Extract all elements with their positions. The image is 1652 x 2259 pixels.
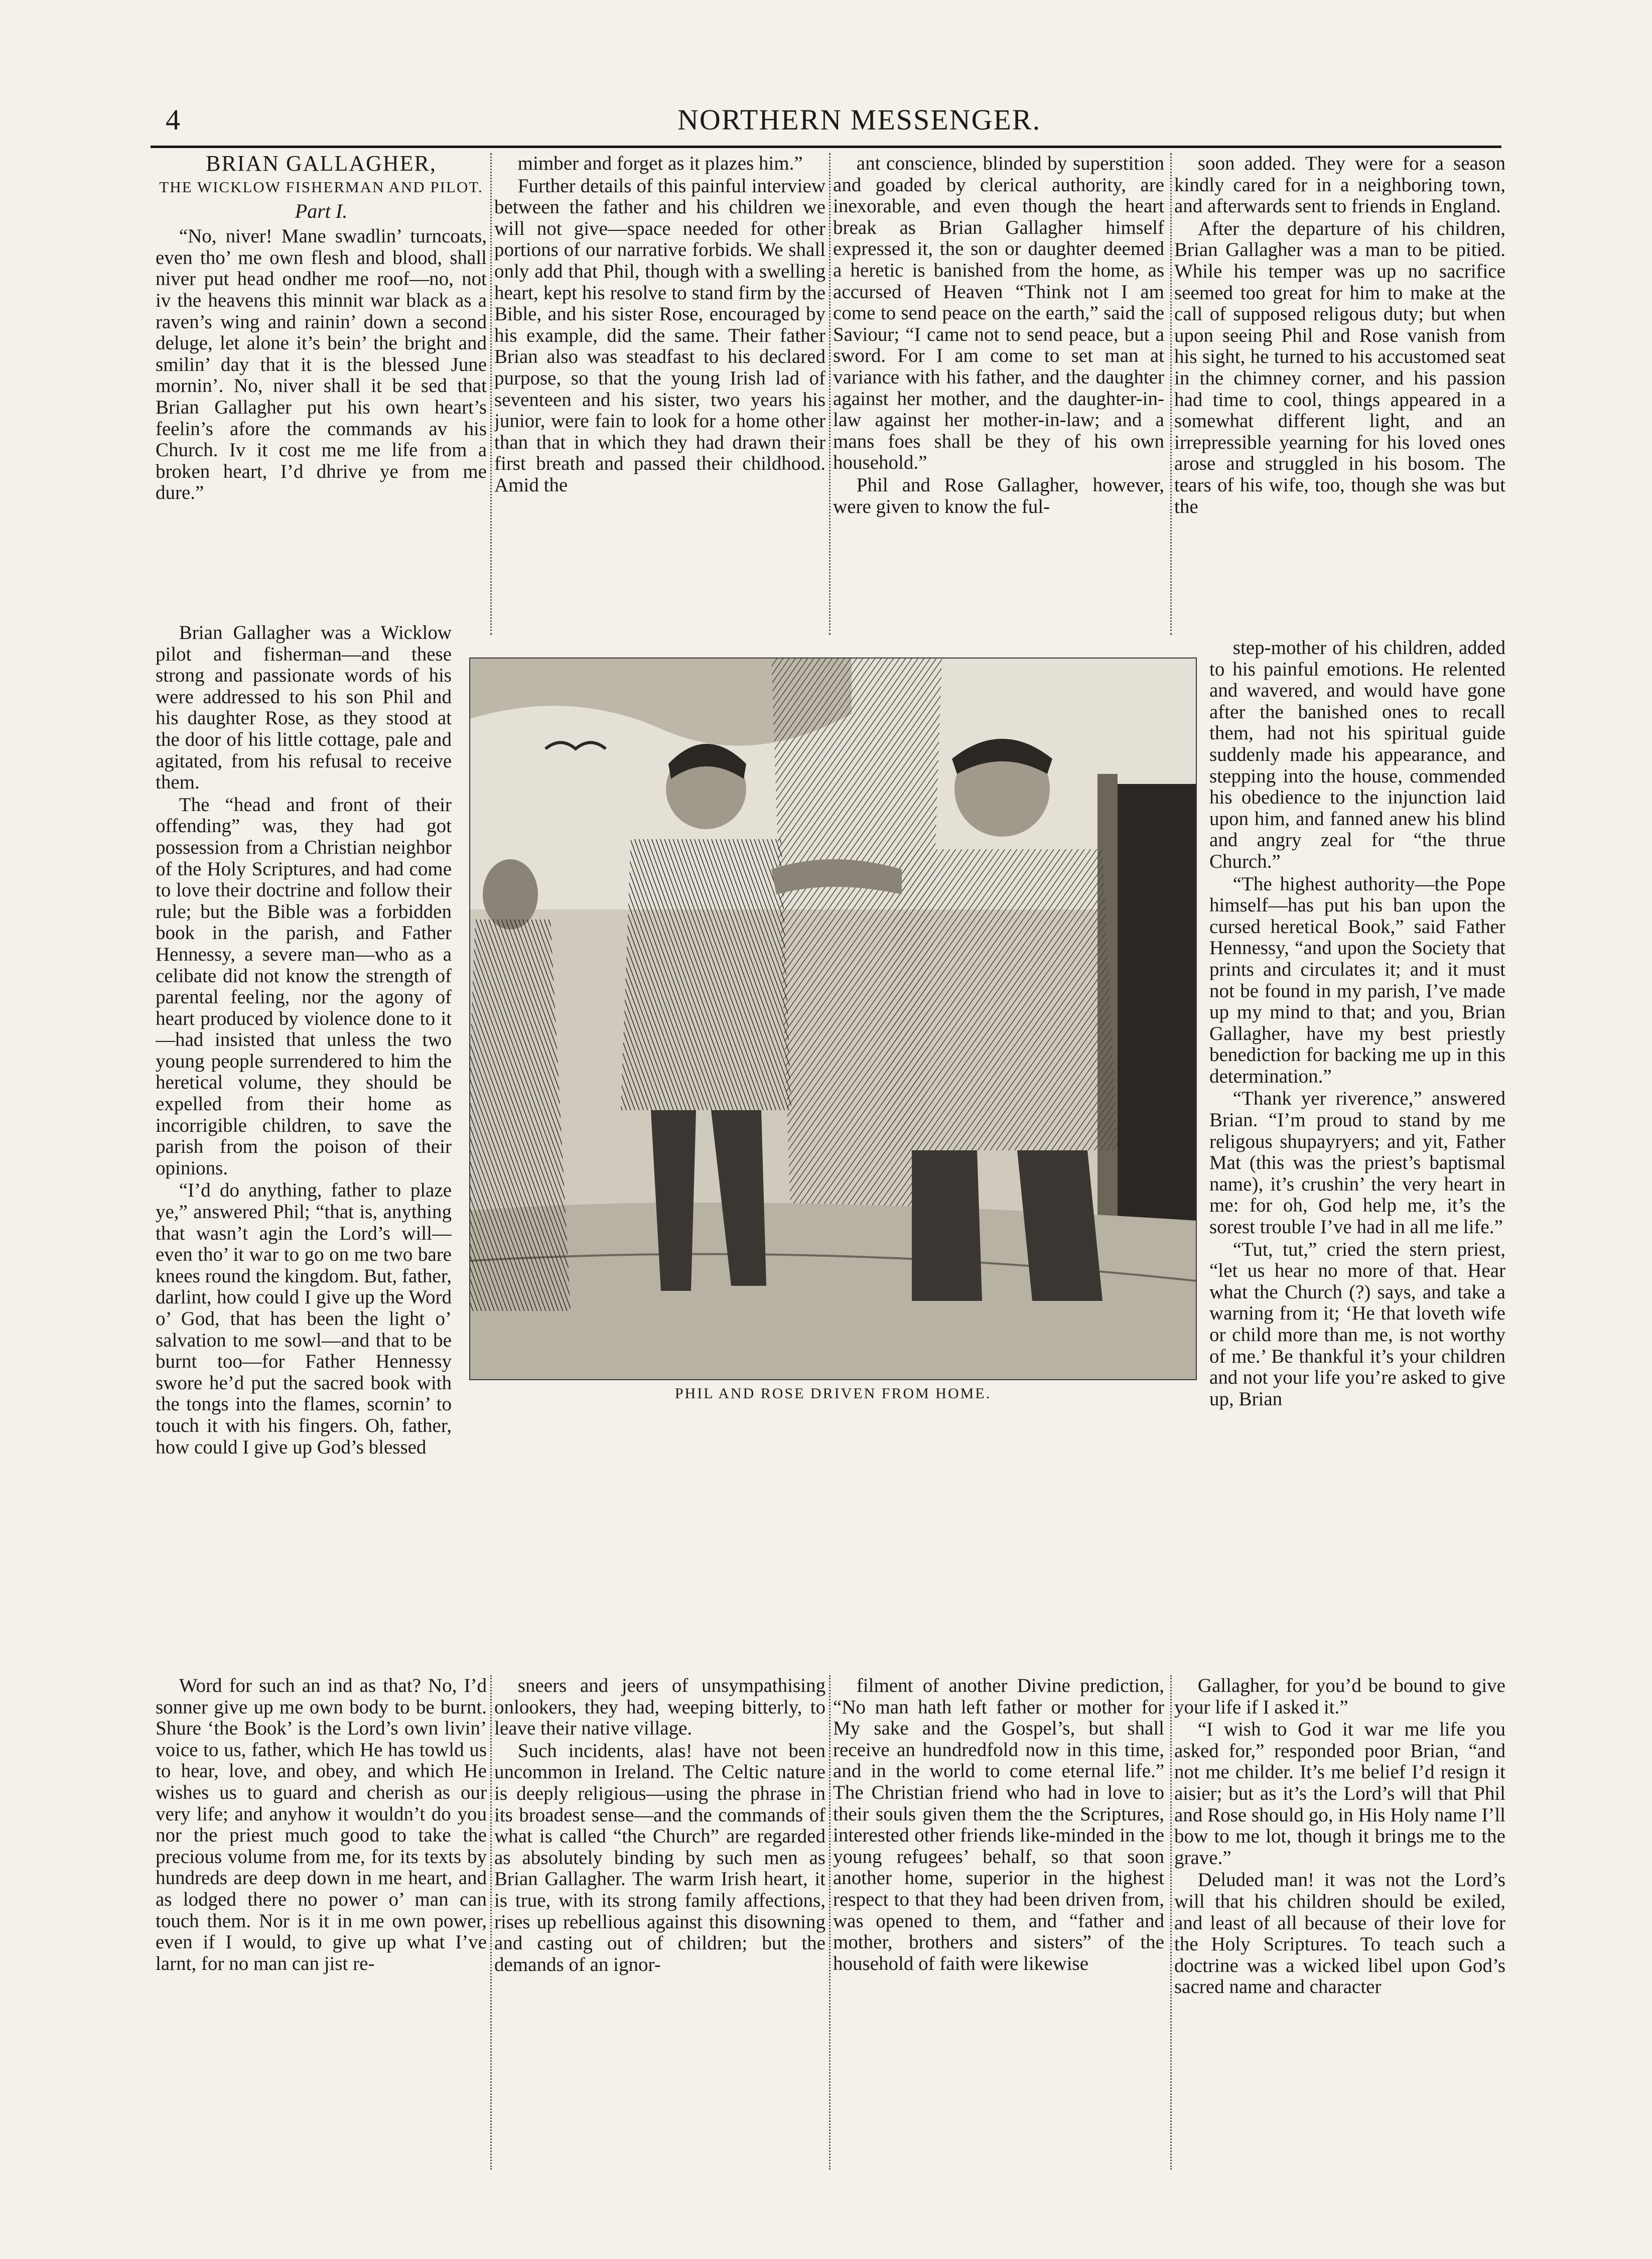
- masthead-title: NORTHERN MESSENGER.: [677, 103, 1041, 136]
- paragraph: soon added. They were for a season kindly cared for in a neighboring town, and afterwards sent to friends in England.: [1174, 153, 1505, 217]
- paragraph: Word for such an ind as that? No, I’d sonner give up me own body to be burnt. Shure ‘the Book’ is the Lord’s own livin’ voice to us, father, which He has towld us to hear, love, and obey, and which He wishes us to guard and cherish as our very life; and anyhow it wouldn’t do you nor the priest much good to take the precious volume from me, for its texts by hundreds are deep down in me heart, and as lodged there no power o’ man can touch them. Nor is it in me own power, even if I would, to give up what I’ve larnt, for no man can jist re-: [156, 1675, 487, 1974]
- paragraph: Phil and Rose Gallagher, however, were given to know the ful-: [833, 474, 1164, 517]
- illustration-caption: PHIL AND ROSE DRIVEN FROM HOME.: [674, 1385, 992, 1402]
- paragraph: step-mother of his children, added to his painful emotions. He relented and wavered, and would have gone after the banished ones to recall them, had not his spiritual guide suddenly made his appearance, and stepping into the house, commended his obedience to the injunction laid upon him, and fanned anew his blind and angry zeal for “the thrue Church.”: [1209, 637, 1505, 872]
- paragraph: “The highest authority—the Pope himself—has put his ban upon the cursed heretical Book,” said Father Hennessy, “and upon the Society that prints and circulates it; and it must not be found in my parish, I’ve made up my mind to that; and you, Brian Gallagher, have my best priestly benediction for backing me up in this determination.”: [1209, 873, 1505, 1087]
- paragraph: “Thank yer riverence,” answered Brian. “I’m proud to stand by me religous shupayryers; and yit, Father Mat (this was the priest’s baptismal name), it’s crushin’ the very heart in me: for oh, God help me, it’s the sorest trouble I’ve had in all me life.”: [1209, 1088, 1505, 1238]
- column-4-narrow: [1209, 637, 1505, 1671]
- page-number: 4: [166, 103, 180, 136]
- paragraph: “I wish to God it war me life you asked for,” responded poor Brian, “and not me childer. It’s me belief I’d resign it aisier; but as it’s the Lord’s will that Phil and Rose should go, in His Holy name I’ll bow to me lot, though it brings me to the grave.”: [1174, 1718, 1505, 1869]
- paragraph: The “head and front of their offending” was, they had got possession from a Christian neighbor of the Holy Scriptures, and had come to love their doctrine and follow their rule; but the Bible was a forbidden book in the parish, and Father Hennessy, a severe man—who as a celibate did not know the strength of parental feeling, nor the agony of heart produced by violence done to it—had insisted that unless the two young people surrendered to him the heretical volume, they should be expelled from their home as incorrigible children, to save the parish from the poison of their opinions.: [156, 793, 452, 1179]
- column-1-bottom: [156, 1675, 487, 2170]
- header-rule: [151, 146, 1501, 148]
- article-title: BRIAN GALLAGHER,: [206, 153, 437, 176]
- column-separator: [829, 153, 831, 635]
- column-1-narrow: [156, 622, 452, 1666]
- article-subtitle: THE WICKLOW FISHERMAN AND PILOT.: [159, 178, 483, 196]
- engraving-illustration: [469, 657, 1197, 1380]
- paragraph: Deluded man! it was not the Lord’s will that his children should be exiled, and least of all because of their love for the Holy Scriptures. To teach such a doctrine was a wicked libel upon God’s sacred name and character: [1174, 1869, 1505, 1998]
- paragraph: filment of another Divine prediction, “No man hath left father or mother for My sake and the Gospel’s, but shall receive an hundredfold now in this time, and in the world to come eternal life.” The Christian friend who had in love to their souls given them the the Scriptures, interested other friends like-minded in the young refugees’ behalf, so that soon another home, superior in the highest respect to that they had been driven from, was opened to them, and “father and mother, brothers and sisters” of the household of faith were likewise: [833, 1675, 1164, 1974]
- paragraph: “Tut, tut,” cried the stern priest, “let us hear no more of that. Hear what the Church (?) says, and take a warning from it; ‘He that loveth wife or child more than me, is not worthy of me.’ Be thankful it’s your children and not your life you’re asked to give up, Brian: [1209, 1238, 1505, 1410]
- column-4-bottom: [1174, 1675, 1505, 2170]
- column-separator: [490, 153, 492, 635]
- paragraph: Such incidents, alas! have not been uncommon in Ireland. The Celtic nature is deeply religious—using the phrase in its broadest sense—and the commands of what is called “the Church” are regarded as absolutely binding by such men as Brian Gallagher. The warm Irish heart, it is true, with its strong family affections, rises up rebellious against this disowning and casting out of children; but the demands of an ignor-: [494, 1740, 825, 1975]
- column-3-top: [833, 153, 1164, 635]
- paragraph: “I’d do anything, father to plaze ye,” answered Phil; “that is, anything that wasn’t agin the Lord’s will—even tho’ it war to go on me two bare knees round the kingdom. But, father, darlint, how could I give up the Word o’ God, that has been the light o’ salvation to me sowl—and that to be burnt too—for Father Hennessy swore he’d put the sacred book with the tongs into the flames, scornin’ to touch it with his fingers. Oh, father, how could I give up God’s blessed: [156, 1179, 452, 1458]
- engraving-drawing: [470, 658, 1196, 1379]
- column-2-bottom: [494, 1675, 825, 2170]
- paragraph: mimber and forget as it plazes him.”: [517, 153, 803, 174]
- paragraph: Brian Gallagher was a Wicklow pilot and fisherman—and these strong and passionate words of his were addressed to his son Phil and his daughter Rose, as they stood at the door of his little cottage, pale and agitated, from his refusal to receive them.: [156, 622, 452, 793]
- paragraph: ant conscience, blinded by superstition and goaded by clerical authority, are inexorable, and even though the heart break as Brian Gallagher himself expressed it, the son or daughter deemed a heretic is banished from the home, as accursed of Heaven “Think not I am come to send peace on the earth,” said the Saviour; “I came not to send peace, but a sword. For I am come to set man at variance with his father, and the daughter against her mother, and the daughter-in-law against her mother-in-law; and a mans foes shall be they of his own household.”: [833, 153, 1164, 474]
- paragraph: Further details of this painful interview between the father and his children we will not give—space needed for other portions of our narrative forbids. We shall only add that Phil, though with a swelling heart, kept his resolve to stand firm by the Bible, and his sister Rose, encouraged by his example, did the same. Their father Brian also was steadfast to his declared purpose, so that the young Irish lad of seventeen and his sister, two years his junior, were fain to look for a home other than that in which they had drawn their first breath and passed their childhood. Amid the: [494, 175, 825, 496]
- article-part: Part I.: [295, 199, 348, 222]
- column-separator: [1170, 1675, 1172, 2170]
- column-separator: [1170, 153, 1172, 635]
- column-3-bottom: [833, 1675, 1164, 2170]
- paragraph: After the departure of his children, Brian Gallagher was a man to be pitied. While his temper was up no sacrifice seemed too great for him to make at the call of supposed religous duty; but when upon seeing Phil and Rose vanish from his sight, he turned to his accustomed seat in the chimney corner, and his passion had time to cool, things appeared in a somewhat different light, and an irrepressible yearning for his loved ones arose and struggled in his bosom. The tears of his wife, too, though she was but the: [1174, 217, 1505, 517]
- paragraph: sneers and jeers of unsympathising onlookers, they had, weeping bitterly, to leave their native village.: [494, 1675, 825, 1740]
- column-separator: [490, 1675, 492, 2170]
- paragraph: Gallagher, for you’d be bound to give your life if I asked it.”: [1174, 1675, 1505, 1718]
- column-1-top: [156, 153, 487, 617]
- column-1-top-body: [156, 226, 487, 504]
- column-4-top: [1174, 153, 1505, 635]
- column-separator: [829, 1675, 831, 2170]
- column-2-top: [494, 153, 825, 635]
- paragraph: “No, niver! Mane swadlin’ turncoats, even tho’ me own flesh and blood, shall niver put head ondher me roof—no, not iv the heavens this minnit war black as a raven’s wing and rainin’ down a second deluge, let alone it’s bein’ the bright and smilin’ day that it is the blessed June mornin’. No, niver shall it be sed that Brian Gallagher put his own heart’s feelin’s afore the commands av his Church. Iv it cost me me life from a broken heart, I’d dhrive ye from me dure.”: [156, 225, 487, 504]
